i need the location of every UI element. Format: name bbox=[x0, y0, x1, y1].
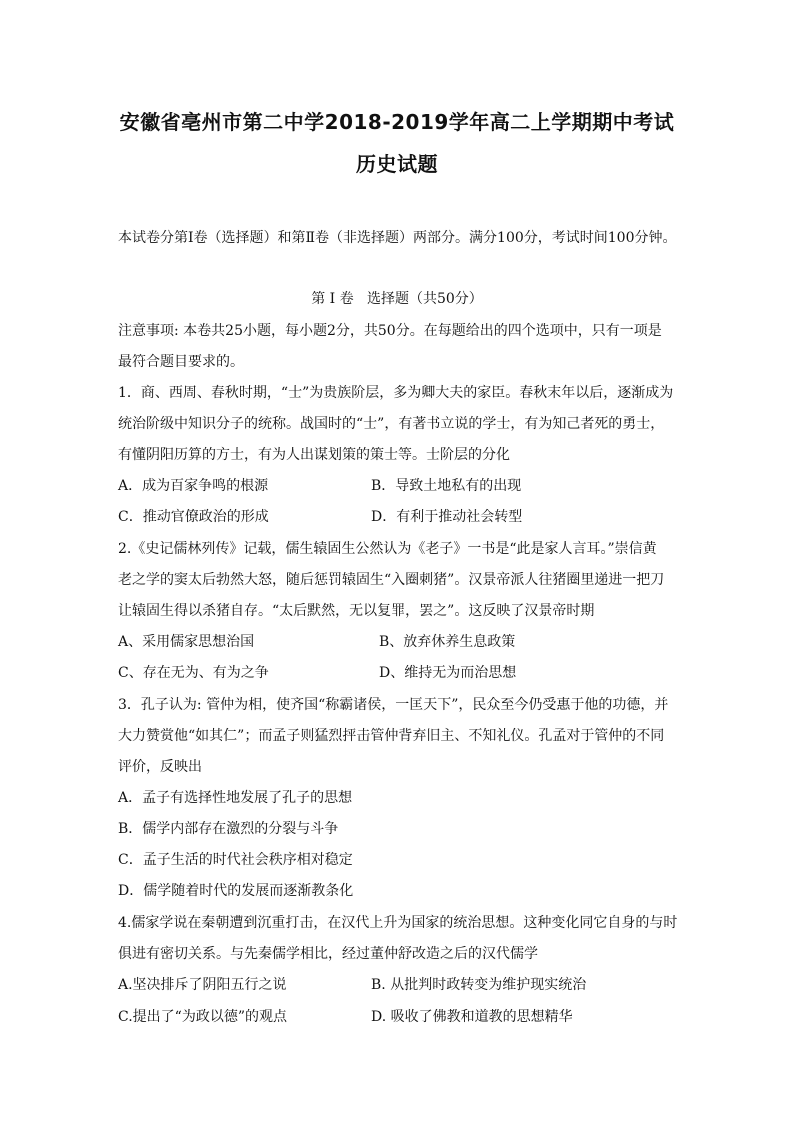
question-1-option-c: C．推动官僚政治的形成 bbox=[118, 509, 269, 525]
question-4-option-c: C.提出了“为政以德”的观点 bbox=[118, 1009, 287, 1025]
section-heading: 第 Ⅰ 卷 选择题（共50分） bbox=[311, 291, 483, 307]
question-2-text: 2.《史记儒林列传》记载，儒生辕固生公然认为《老子》一书是“此是家人言耳。”崇信黄 bbox=[118, 541, 657, 557]
question-4-option-d: D. 吸收了佛教和道教的思想精华 bbox=[371, 1009, 573, 1025]
question-4-option-b: B. 从批判时政转变为维护现实统治 bbox=[371, 977, 587, 993]
question-3-option-c: C．孟子生活的时代社会秩序相对稳定 bbox=[118, 852, 353, 868]
question-4-text: 俱进有密切关系。与先秦儒学相比，经过董仲舒改造之后的汉代儒学 bbox=[118, 946, 538, 962]
question-3-text: 评价，反映出 bbox=[118, 759, 202, 775]
question-2-option-d: D、维持无为而治思想 bbox=[379, 665, 517, 681]
question-3-option-a: A．孟子有选择性地发展了孔子的思想 bbox=[118, 790, 353, 806]
question-2-option-b: B、放弃休养生息政策 bbox=[379, 634, 516, 650]
question-1-text: 1．商、西周、春秋时期，“士”为贵族阶层，多为卿大夫的家臣。春秋末年以后，逐渐成为 bbox=[118, 385, 674, 401]
question-3-option-b: B．儒学内部存在激烈的分裂与斗争 bbox=[118, 821, 339, 837]
question-1-option-d: D．有利于推动社会转型 bbox=[371, 509, 523, 525]
question-2-text: 老之学的窦太后勃然大怒，随后惩罚辕固生“入圈刺猪”。汉景帝派人往猪圈里递进一把刀 bbox=[118, 572, 665, 588]
question-3-option-d: D．儒学随着时代的发展而逐渐教条化 bbox=[118, 883, 354, 899]
question-1-text: 有懂阴阳历算的方士，有为人出谋划策的策士等。士阶层的分化 bbox=[118, 447, 510, 463]
question-2-option-c: C、存在无为、有为之争 bbox=[118, 665, 269, 681]
question-1-text: 统治阶级中知识分子的统称。战国时的“士”，有著书立说的学士，有为知己者死的勇士， bbox=[118, 416, 665, 432]
exam-title: 安徽省亳州市第二中学2018-2019学年高二上学期期中考试 bbox=[119, 110, 675, 134]
exam-intro: 本试卷分第Ⅰ卷（选择题）和第Ⅱ卷（非选择题）两部分。满分100分，考试时间100分钟。 bbox=[118, 230, 677, 246]
question-3-text: 大力赞赏他“如其仁”；而孟子则猛烈抨击管仲背弃旧主、不知礼仪。孔孟对于管仲的不同 bbox=[118, 728, 665, 744]
question-4-text: 4.儒家学说在秦朝遭到沉重打击，在汉代上升为国家的统治思想。这种变化同它自身的与时 bbox=[118, 915, 678, 931]
notice-line: 注意事项: 本卷共25小题，每小题2分，共50分。在每题给出的四个选项中，只有一项是 bbox=[118, 323, 662, 339]
question-2-option-a: A、采用儒家思想治国 bbox=[118, 634, 255, 650]
exam-subtitle: 历史试题 bbox=[356, 152, 438, 176]
question-4-option-a: A.坚决排斥了阴阳五行之说 bbox=[118, 977, 287, 993]
notice-line: 最符合题目要求的。 bbox=[118, 354, 244, 370]
question-2-text: 让辕固生得以杀猪自存。“太后默然，无以复罪，罢之”。这反映了汉景帝时期 bbox=[118, 603, 595, 619]
question-1-option-a: A．成为百家争鸣的根源 bbox=[118, 478, 269, 494]
question-1-option-b: B．导致土地私有的出现 bbox=[371, 478, 522, 494]
question-3-text: 3．孔子认为: 管仲为相，使齐国“称霸诸侯，一匡天下”，民众至今仍受惠于他的功德，并 bbox=[118, 697, 669, 713]
